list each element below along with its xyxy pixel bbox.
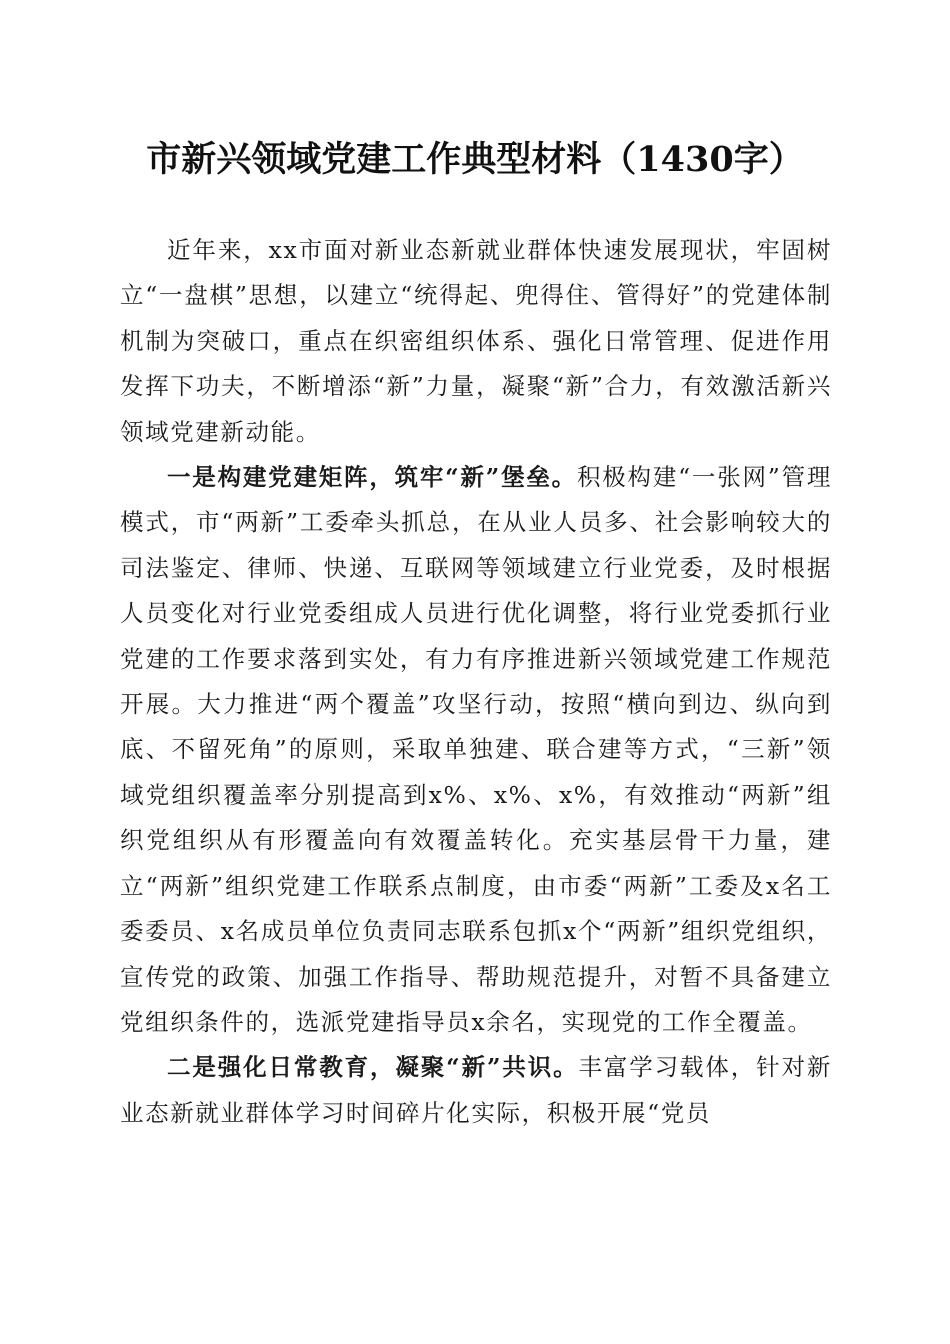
- paragraph-text: 丰富学习载体，针对新业态新就业群体学习时间碎片化实际，积极开展“党员: [120, 1053, 832, 1127]
- paragraph-lead: 一是构建党建矩阵，筑牢“新”堡垒。: [167, 463, 577, 492]
- paragraph-text: 近年来，xx市面对新业态新就业群体快速发展现状，牢固树立“一盘棋”思想，以建立“统得起、兜得住、管得好”的党建体制机制为突破口，重点在织密组织体系、强化日常管理、促进作用发挥下功夫，不断增添“新”力量，凝聚“新”合力，有效激活新兴领域党建新动能。: [120, 236, 832, 446]
- document-body: [120, 228, 832, 1136]
- document-title: 市新兴领域党建工作典型材料（1430字）: [146, 139, 804, 180]
- paragraph-section-two: [120, 1045, 832, 1136]
- paragraph-text: 积极构建“一张网”管理模式，市“两新”工委牵头抓总，在从业人员多、社会影响较大的司法鉴定、律师、快递、互联网等领域建立行业党委，及时根据人员变化对行业党委组成人员进行优化调整，将行业党委抓行业党建的工作要求落到实处，有力有序推进新兴领域党建工作规范开展。大力推进“两个覆盖”攻坚行动，按照“横向到边、纵向到底、不留死角”的原则，采取单独建、联合建等方式，“三新”领域党组织覆盖率分别提高到x%、x%、x%，有效推动“两新”组织党组织从有形覆盖向有效覆盖转化。充实基层骨干力量，建立“两新”组织党建工作联系点制度，由市委“两新”工委及x名工委委员、x名成员单位负责同志联系包抓x个“两新”组织党组织，宣传党的政策、加强工作指导、帮助规范提升，对暂不具备建立党组织条件的，选派党建指导员x余名，实现党的工作全覆盖。: [120, 463, 832, 1036]
- paragraph-lead: 二是强化日常教育，凝聚“新”共识。: [167, 1053, 579, 1082]
- paragraph-intro: [120, 228, 832, 455]
- paragraph-section-one: [120, 455, 832, 1045]
